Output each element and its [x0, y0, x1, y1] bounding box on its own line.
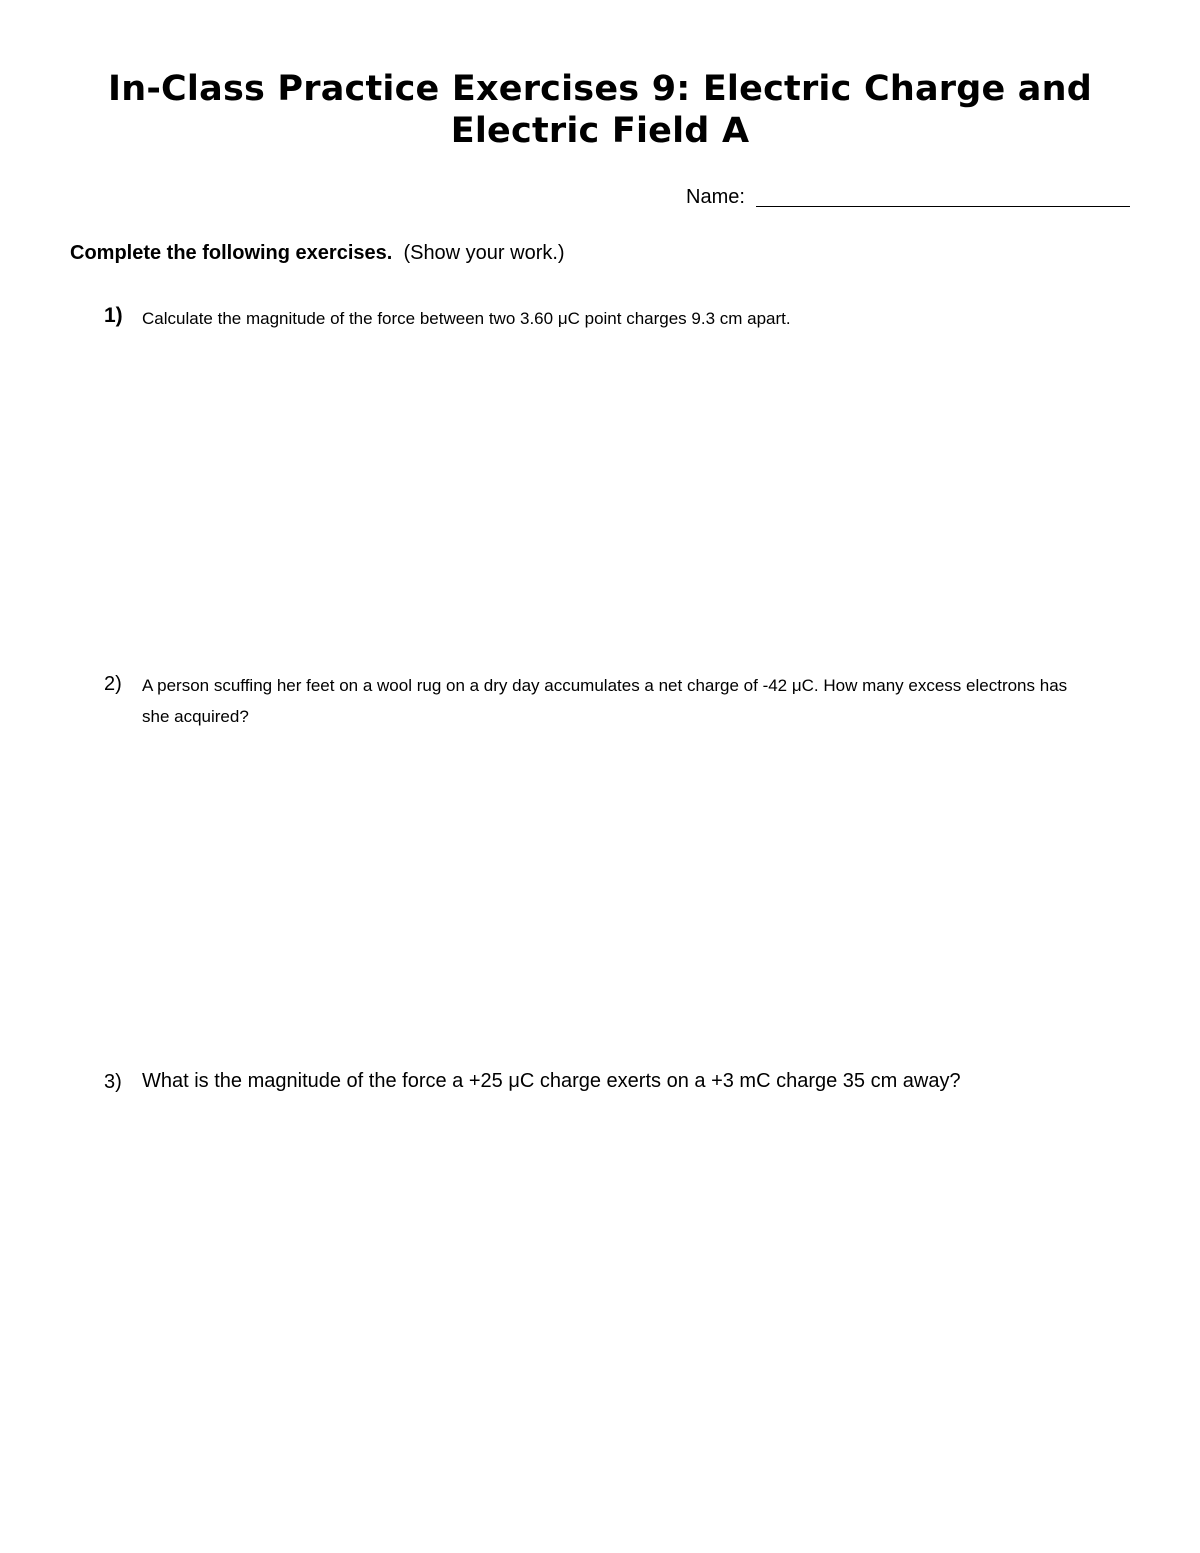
- question-number: 1): [104, 304, 123, 327]
- name-label: Name:: [686, 186, 745, 208]
- name-blank-line: [756, 206, 1130, 207]
- name-field-row: [686, 184, 1132, 212]
- question-text: Calculate the magnitude of the force between two 3.60 μC point charges 9.3 cm apart.: [142, 309, 791, 328]
- instructions: [70, 240, 565, 266]
- question-number: 3): [104, 1071, 122, 1093]
- instructions-bold-text: Complete the following exercises.: [70, 242, 393, 264]
- title-line-1: In-Class Practice Exercises 9: Electric Charge and: [107, 69, 1092, 109]
- instructions-note-text: (Show your work.): [403, 242, 565, 264]
- question-text: What is the magnitude of the force a +25 μC charge exerts on a +3 mC charge 35 cm away?: [142, 1070, 961, 1092]
- question-number: 2): [104, 673, 122, 695]
- title-line-2: Electric Field A: [450, 111, 750, 151]
- question-text: A person scuffing her feet on a wool rug on a dry day accumulates a net charge of -42 μC. How many excess electrons has she acquired?: [142, 676, 1068, 726]
- page-title: [70, 68, 1130, 152]
